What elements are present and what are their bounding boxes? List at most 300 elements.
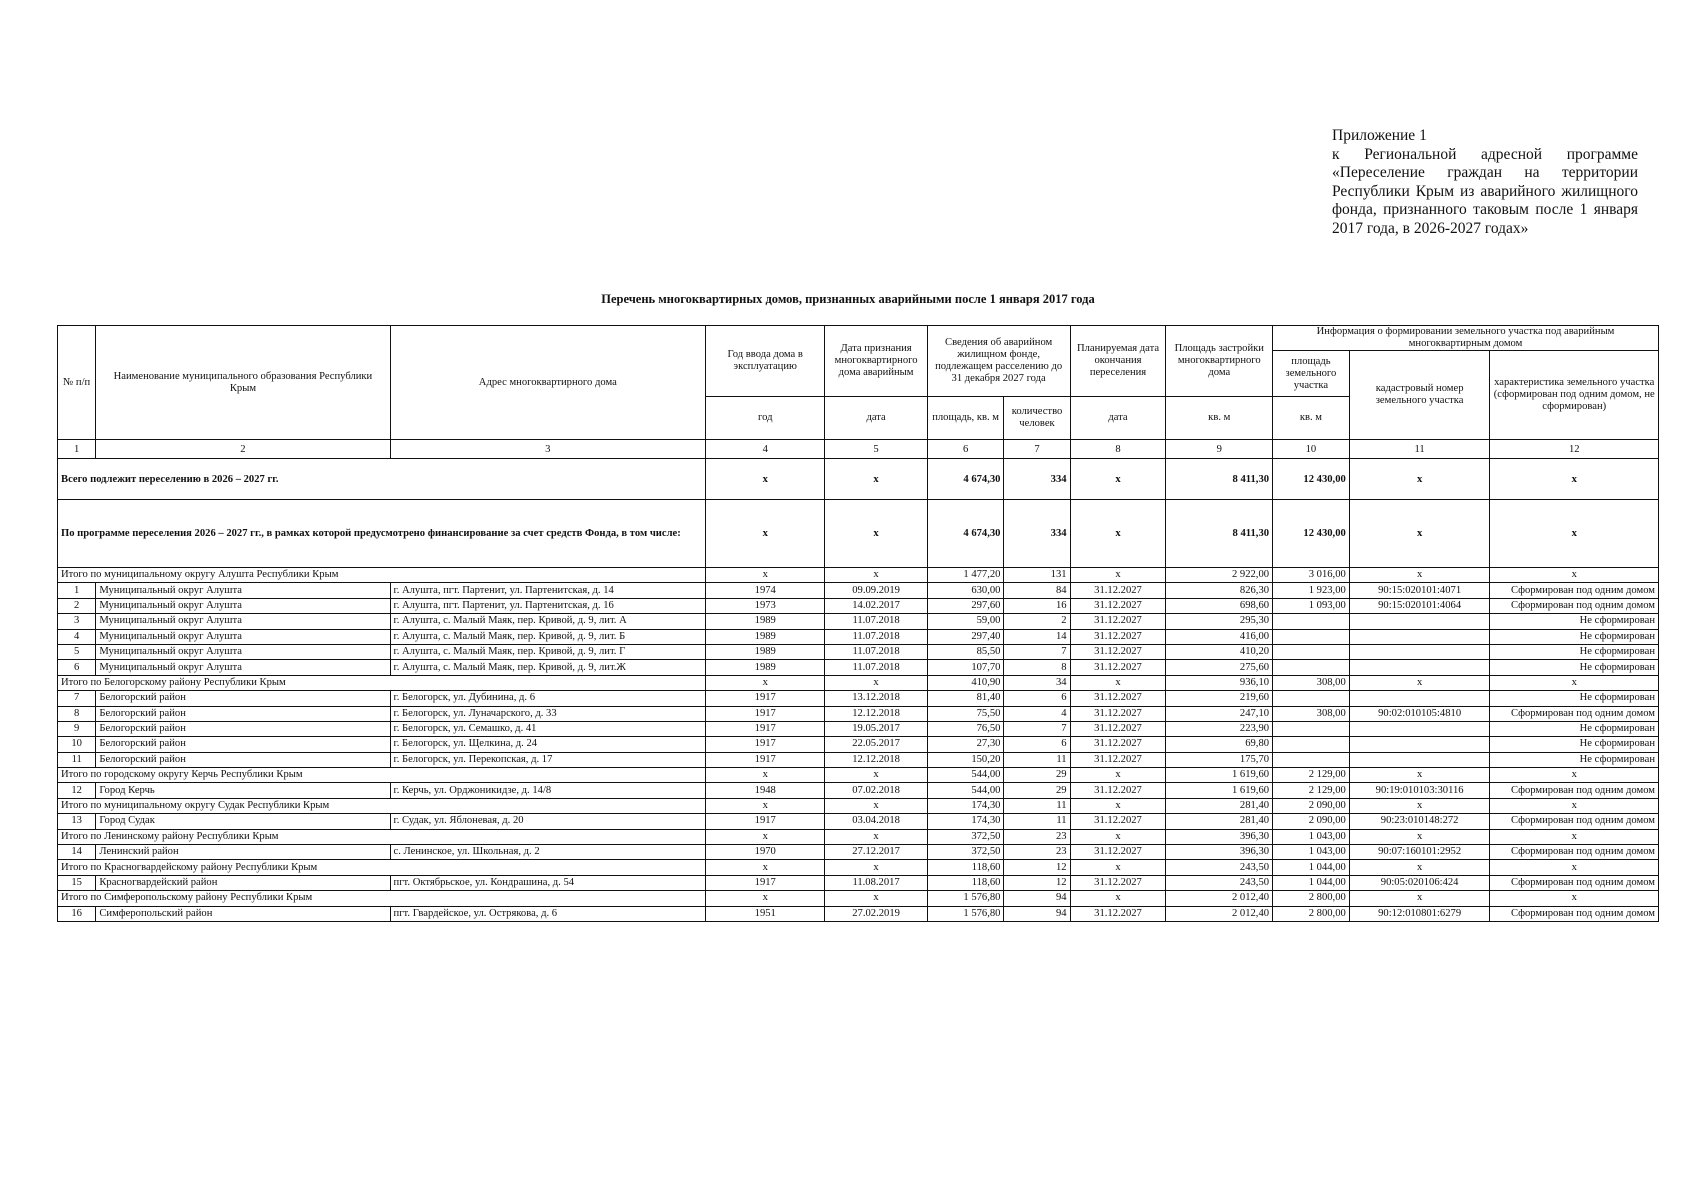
recognition-date-cell: 13.12.2018 xyxy=(825,691,927,706)
address-cell: г. Алушта, с. Малый Маяк, пер. Кривой, д. 9, лит. Г xyxy=(390,644,706,659)
year-cell: 1917 xyxy=(706,814,825,829)
year-cell: x xyxy=(706,891,825,906)
land-char-cell: Не сформирован xyxy=(1490,614,1659,629)
planned-date-cell: 31.12.2027 xyxy=(1070,706,1166,721)
row-number: 5 xyxy=(58,644,96,659)
land-char-cell: x xyxy=(1490,568,1659,583)
address-cell: с. Ленинское, ул. Школьная, д. 2 xyxy=(390,845,706,860)
address-cell: г. Алушта, с. Малый Маяк, пер. Кривой, д. 9, лит.Ж xyxy=(390,660,706,675)
recognition-date-cell: 11.07.2018 xyxy=(825,660,927,675)
land-char-cell: Не сформирован xyxy=(1490,737,1659,752)
year-cell: 1948 xyxy=(706,783,825,798)
recognition-date-cell: 12.12.2018 xyxy=(825,752,927,767)
people-cell: 6 xyxy=(1004,691,1070,706)
address-cell: г. Судак, ул. Яблоневая, д. 20 xyxy=(390,814,706,829)
planned-date-cell: 31.12.2027 xyxy=(1070,814,1166,829)
total-program-build-area: 8 411,30 xyxy=(1166,500,1273,568)
subtotal-row xyxy=(58,768,1659,783)
recognition-date-cell: 12.12.2018 xyxy=(825,706,927,721)
cadastral-cell xyxy=(1349,644,1490,659)
total-program-planned: x xyxy=(1070,500,1166,568)
area-cell: 297,40 xyxy=(927,629,1004,644)
build-area-cell: 281,40 xyxy=(1166,814,1273,829)
planned-date-cell: 31.12.2027 xyxy=(1070,583,1166,598)
recognition-date-cell: 19.05.2017 xyxy=(825,721,927,736)
area-cell: 107,70 xyxy=(927,660,1004,675)
year-cell: 1974 xyxy=(706,583,825,598)
municipality-cell: Белогорский район xyxy=(96,752,390,767)
area-cell: 544,00 xyxy=(927,768,1004,783)
total-program-row xyxy=(58,500,1659,568)
year-cell: 1917 xyxy=(706,691,825,706)
land-area-cell: 308,00 xyxy=(1273,675,1350,690)
planned-date-cell: 31.12.2027 xyxy=(1070,845,1166,860)
row-number: 1 xyxy=(58,583,96,598)
recognition-date-cell: x xyxy=(825,675,927,690)
people-cell: 6 xyxy=(1004,737,1070,752)
cadastral-cell xyxy=(1349,691,1490,706)
appendix-heading: Приложение 1 xyxy=(1332,127,1427,144)
area-cell: 174,30 xyxy=(927,814,1004,829)
year-cell: x xyxy=(706,798,825,813)
row-number: 6 xyxy=(58,660,96,675)
column-numbers-row xyxy=(58,440,1659,459)
municipality-cell: Красногвардейский район xyxy=(96,875,390,890)
build-area-cell: 410,20 xyxy=(1166,644,1273,659)
table-header xyxy=(58,326,1659,440)
cadastral-cell xyxy=(1349,737,1490,752)
address-cell: г. Алушта, с. Малый Маяк, пер. Кривой, д. 9, лит. А xyxy=(390,614,706,629)
planned-date-cell: x xyxy=(1070,860,1166,875)
build-area-cell: 281,40 xyxy=(1166,798,1273,813)
area-cell: 297,60 xyxy=(927,598,1004,613)
recognition-date-cell: x xyxy=(825,568,927,583)
cadastral-cell: 90:15:020101:4064 xyxy=(1349,598,1490,613)
header-land-char: характеристика земельного участка (сформирован под одним домом, не сформирован) xyxy=(1490,351,1659,440)
year-cell: 1917 xyxy=(706,875,825,890)
planned-date-cell: 31.12.2027 xyxy=(1070,783,1166,798)
col-number: 11 xyxy=(1349,440,1490,459)
year-cell: 1989 xyxy=(706,614,825,629)
land-area-cell: 1 923,00 xyxy=(1273,583,1350,598)
row-number: 16 xyxy=(58,906,96,921)
total-all-year: x xyxy=(706,459,825,500)
table-row xyxy=(58,737,1659,752)
year-cell: 1917 xyxy=(706,706,825,721)
planned-date-cell: 31.12.2027 xyxy=(1070,629,1166,644)
table-row xyxy=(58,691,1659,706)
build-area-cell: 243,50 xyxy=(1166,875,1273,890)
recognition-date-cell: 27.02.2019 xyxy=(825,906,927,921)
subtotal-label: Итого по Симферопольскому району Республики Крым xyxy=(58,891,706,906)
cadastral-cell: x xyxy=(1349,829,1490,844)
build-area-cell: 2 922,00 xyxy=(1166,568,1273,583)
people-cell: 131 xyxy=(1004,568,1070,583)
land-area-cell: 2 090,00 xyxy=(1273,798,1350,813)
recognition-date-cell: 14.02.2017 xyxy=(825,598,927,613)
subtotal-label: Итого по муниципальному округу Алушта Республики Крым xyxy=(58,568,706,583)
subtotal-row xyxy=(58,568,1659,583)
build-area-cell: 219,60 xyxy=(1166,691,1273,706)
year-cell: x xyxy=(706,568,825,583)
table-row xyxy=(58,875,1659,890)
cadastral-cell xyxy=(1349,660,1490,675)
land-char-cell: Не сформирован xyxy=(1490,644,1659,659)
total-program-date: x xyxy=(825,500,927,568)
land-char-cell: Сформирован под одним домом xyxy=(1490,706,1659,721)
build-area-cell: 936,10 xyxy=(1166,675,1273,690)
people-cell: 12 xyxy=(1004,860,1070,875)
total-all-land-char: x xyxy=(1490,459,1659,500)
subtotal-label: Итого по городскому округу Керчь Республики Крым xyxy=(58,768,706,783)
planned-date-cell: 31.12.2027 xyxy=(1070,691,1166,706)
cadastral-cell: x xyxy=(1349,768,1490,783)
cadastral-cell: 90:02:010105:4810 xyxy=(1349,706,1490,721)
people-cell: 14 xyxy=(1004,629,1070,644)
recognition-date-cell: 07.02.2018 xyxy=(825,783,927,798)
col-number: 10 xyxy=(1273,440,1350,459)
area-cell: 1 576,80 xyxy=(927,906,1004,921)
land-char-cell: Не сформирован xyxy=(1490,660,1659,675)
build-area-cell: 396,30 xyxy=(1166,829,1273,844)
people-cell: 11 xyxy=(1004,798,1070,813)
total-all-build-area: 8 411,30 xyxy=(1166,459,1273,500)
subtotal-label: Итого по муниципальному округу Судак Республики Крым xyxy=(58,798,706,813)
header-year: Год ввода дома в эксплуатацию xyxy=(706,326,825,397)
land-area-cell: 2 129,00 xyxy=(1273,783,1350,798)
area-cell: 118,60 xyxy=(927,860,1004,875)
municipality-cell: Муниципальный округ Алушта xyxy=(96,598,390,613)
row-number: 13 xyxy=(58,814,96,829)
build-area-cell: 1 619,60 xyxy=(1166,783,1273,798)
land-area-cell: 3 016,00 xyxy=(1273,568,1350,583)
address-cell: г. Алушта, с. Малый Маяк, пер. Кривой, д. 9, лит. Б xyxy=(390,629,706,644)
col-number: 1 xyxy=(58,440,96,459)
land-area-cell xyxy=(1273,721,1350,736)
year-cell: 1917 xyxy=(706,721,825,736)
table-row xyxy=(58,783,1659,798)
build-area-cell: 826,30 xyxy=(1166,583,1273,598)
area-cell: 410,90 xyxy=(927,675,1004,690)
planned-date-cell: x xyxy=(1070,891,1166,906)
land-char-cell: x xyxy=(1490,860,1659,875)
header-recognition-date: Дата признания многоквартирного дома аварийным xyxy=(825,326,927,397)
table-row xyxy=(58,598,1659,613)
area-cell: 118,60 xyxy=(927,875,1004,890)
table-row xyxy=(58,660,1659,675)
year-cell: 1973 xyxy=(706,598,825,613)
planned-date-cell: 31.12.2027 xyxy=(1070,906,1166,921)
year-cell: 1917 xyxy=(706,752,825,767)
land-char-cell: Сформирован под одним домом xyxy=(1490,875,1659,890)
year-cell: 1989 xyxy=(706,629,825,644)
land-char-cell: x xyxy=(1490,798,1659,813)
municipality-cell: Муниципальный округ Алушта xyxy=(96,644,390,659)
land-area-cell: 2 800,00 xyxy=(1273,906,1350,921)
build-area-cell: 416,00 xyxy=(1166,629,1273,644)
table-row xyxy=(58,706,1659,721)
area-cell: 75,50 xyxy=(927,706,1004,721)
total-all-cadastral: x xyxy=(1349,459,1490,500)
build-area-cell: 223,90 xyxy=(1166,721,1273,736)
header-build-area: Площадь застройки многоквартирного дома xyxy=(1166,326,1273,397)
land-char-cell: Сформирован под одним домом xyxy=(1490,583,1659,598)
unit-land-sqm: кв. м xyxy=(1273,397,1350,440)
land-char-cell: Сформирован под одним домом xyxy=(1490,783,1659,798)
subtotal-label: Итого по Красногвардейскому району Республики Крым xyxy=(58,860,706,875)
area-cell: 85,50 xyxy=(927,644,1004,659)
municipality-cell: Город Судак xyxy=(96,814,390,829)
table-row xyxy=(58,845,1659,860)
people-cell: 12 xyxy=(1004,875,1070,890)
total-all-row xyxy=(58,459,1659,500)
land-char-cell: Не сформирован xyxy=(1490,721,1659,736)
municipality-cell: Белогорский район xyxy=(96,737,390,752)
total-all-people: 334 xyxy=(1004,459,1070,500)
land-char-cell: Сформирован под одним домом xyxy=(1490,906,1659,921)
land-area-cell xyxy=(1273,691,1350,706)
municipality-cell: Белогорский район xyxy=(96,691,390,706)
recognition-date-cell: 11.07.2018 xyxy=(825,614,927,629)
land-char-cell: Сформирован под одним домом xyxy=(1490,845,1659,860)
table-row xyxy=(58,629,1659,644)
people-cell: 29 xyxy=(1004,783,1070,798)
cadastral-cell: 90:12:010801:6279 xyxy=(1349,906,1490,921)
total-all-date: x xyxy=(825,459,927,500)
area-cell: 76,50 xyxy=(927,721,1004,736)
land-area-cell xyxy=(1273,752,1350,767)
recognition-date-cell: 11.08.2017 xyxy=(825,875,927,890)
planned-date-cell: 31.12.2027 xyxy=(1070,614,1166,629)
total-all-land-area: 12 430,00 xyxy=(1273,459,1350,500)
land-area-cell xyxy=(1273,614,1350,629)
address-cell: г. Белогорск, ул. Луначарского, д. 33 xyxy=(390,706,706,721)
build-area-cell: 1 619,60 xyxy=(1166,768,1273,783)
land-char-cell: Не сформирован xyxy=(1490,752,1659,767)
area-cell: 27,30 xyxy=(927,737,1004,752)
subtotal-row xyxy=(58,860,1659,875)
cadastral-cell: x xyxy=(1349,675,1490,690)
year-cell: 1917 xyxy=(706,737,825,752)
cadastral-cell: 90:15:020101:4071 xyxy=(1349,583,1490,598)
land-char-cell: Не сформирован xyxy=(1490,629,1659,644)
municipality-cell: Симферопольский район xyxy=(96,906,390,921)
planned-date-cell: x xyxy=(1070,829,1166,844)
total-all-planned: x xyxy=(1070,459,1166,500)
year-cell: 1970 xyxy=(706,845,825,860)
people-cell: 16 xyxy=(1004,598,1070,613)
land-char-cell: x xyxy=(1490,891,1659,906)
address-cell: г. Белогорск, ул. Щелкина, д. 24 xyxy=(390,737,706,752)
total-program-land-area: 12 430,00 xyxy=(1273,500,1350,568)
build-area-cell: 69,80 xyxy=(1166,737,1273,752)
planned-date-cell: 31.12.2027 xyxy=(1070,875,1166,890)
cadastral-cell: 90:19:010103:30116 xyxy=(1349,783,1490,798)
municipality-cell: Муниципальный округ Алушта xyxy=(96,583,390,598)
total-program-cadastral: x xyxy=(1349,500,1490,568)
subtotal-label: Итого по Белогорскому району Республики Крым xyxy=(58,675,706,690)
build-area-cell: 698,60 xyxy=(1166,598,1273,613)
header-land-area: площадь земельного участка xyxy=(1273,351,1350,397)
col-number: 6 xyxy=(927,440,1004,459)
appendix-note xyxy=(1332,127,1638,239)
area-cell: 372,50 xyxy=(927,845,1004,860)
area-cell: 372,50 xyxy=(927,829,1004,844)
subtotal-label: Итого по Ленинскому району Республики Крым xyxy=(58,829,706,844)
recognition-date-cell: 03.04.2018 xyxy=(825,814,927,829)
year-cell: x xyxy=(706,768,825,783)
table-row xyxy=(58,814,1659,829)
planned-date-cell: 31.12.2027 xyxy=(1070,644,1166,659)
recognition-date-cell: 11.07.2018 xyxy=(825,629,927,644)
planned-date-cell: 31.12.2027 xyxy=(1070,737,1166,752)
recognition-date-cell: x xyxy=(825,768,927,783)
recognition-date-cell: x xyxy=(825,860,927,875)
land-area-cell xyxy=(1273,737,1350,752)
address-cell: г. Белогорск, ул. Дубинина, д. 6 xyxy=(390,691,706,706)
year-cell: x xyxy=(706,675,825,690)
col-number: 2 xyxy=(96,440,390,459)
table-row xyxy=(58,752,1659,767)
unit-build-sqm: кв. м xyxy=(1166,397,1273,440)
people-cell: 94 xyxy=(1004,906,1070,921)
cadastral-cell: x xyxy=(1349,798,1490,813)
col-number: 9 xyxy=(1166,440,1273,459)
municipality-cell: Город Керчь xyxy=(96,783,390,798)
cadastral-cell xyxy=(1349,721,1490,736)
land-area-cell: 1 093,00 xyxy=(1273,598,1350,613)
land-char-cell: x xyxy=(1490,768,1659,783)
cadastral-cell: 90:23:010148:272 xyxy=(1349,814,1490,829)
recognition-date-cell: x xyxy=(825,829,927,844)
area-cell: 544,00 xyxy=(927,783,1004,798)
build-area-cell: 175,70 xyxy=(1166,752,1273,767)
total-program-people: 334 xyxy=(1004,500,1070,568)
municipality-cell: Ленинский район xyxy=(96,845,390,860)
unit-people: количество человек xyxy=(1004,397,1070,440)
unit-date: дата xyxy=(825,397,927,440)
people-cell: 8 xyxy=(1004,660,1070,675)
total-program-year: x xyxy=(706,500,825,568)
table-row xyxy=(58,614,1659,629)
build-area-cell: 295,30 xyxy=(1166,614,1273,629)
build-area-cell: 2 012,40 xyxy=(1166,906,1273,921)
build-area-cell: 243,50 xyxy=(1166,860,1273,875)
planned-date-cell: 31.12.2027 xyxy=(1070,721,1166,736)
unit-planned-date: дата xyxy=(1070,397,1166,440)
table-row xyxy=(58,906,1659,921)
planned-date-cell: x xyxy=(1070,675,1166,690)
land-area-cell: 1 044,00 xyxy=(1273,875,1350,890)
total-program-label: По программе переселения 2026 – 2027 гг., в рамках которой предусмотрено финансирование за счет средств Фонда, в том числе: xyxy=(58,500,706,568)
municipality-cell: Муниципальный округ Алушта xyxy=(96,660,390,675)
land-area-cell xyxy=(1273,644,1350,659)
subtotal-row xyxy=(58,891,1659,906)
row-number: 4 xyxy=(58,629,96,644)
table-row xyxy=(58,721,1659,736)
appendix-body: к Региональной адресной программе «Переселение граждан на территории Республики Крым из аварийного жилищного фонда, признанного таковым после 1 января 2017 года, в 2026-2027 годах» xyxy=(1332,145,1638,237)
land-area-cell: 1 044,00 xyxy=(1273,860,1350,875)
land-area-cell: 2 090,00 xyxy=(1273,814,1350,829)
total-program-area: 4 674,30 xyxy=(927,500,1004,568)
col-number: 4 xyxy=(706,440,825,459)
subtotal-row xyxy=(58,675,1659,690)
document-title: Перечень многоквартирных домов, признанных аварийными после 1 января 2017 года xyxy=(601,292,1095,306)
area-cell: 1 477,20 xyxy=(927,568,1004,583)
col-number: 3 xyxy=(390,440,706,459)
land-area-cell: 2 129,00 xyxy=(1273,768,1350,783)
col-number: 5 xyxy=(825,440,927,459)
row-number: 10 xyxy=(58,737,96,752)
row-number: 11 xyxy=(58,752,96,767)
table-body xyxy=(58,440,1659,922)
address-cell: г. Керчь, ул. Орджоникидзе, д. 14/8 xyxy=(390,783,706,798)
address-cell: пгт. Октябрьское, ул. Кондрашина, д. 54 xyxy=(390,875,706,890)
planned-date-cell: 31.12.2027 xyxy=(1070,598,1166,613)
recognition-date-cell: 11.07.2018 xyxy=(825,644,927,659)
cadastral-cell xyxy=(1349,614,1490,629)
address-cell: г. Алушта, пгт. Партенит, ул. Партенитская, д. 14 xyxy=(390,583,706,598)
col-number: 12 xyxy=(1490,440,1659,459)
year-cell: x xyxy=(706,860,825,875)
people-cell: 29 xyxy=(1004,768,1070,783)
planned-date-cell: x xyxy=(1070,798,1166,813)
row-number: 2 xyxy=(58,598,96,613)
table-row xyxy=(58,644,1659,659)
col-number: 8 xyxy=(1070,440,1166,459)
cadastral-cell: x xyxy=(1349,568,1490,583)
recognition-date-cell: x xyxy=(825,891,927,906)
header-address: Адрес многоквартирного дома xyxy=(390,326,706,440)
unit-year: год xyxy=(706,397,825,440)
subtotal-row xyxy=(58,829,1659,844)
year-cell: 1989 xyxy=(706,660,825,675)
address-cell: г. Белогорск, ул. Перекопская, д. 17 xyxy=(390,752,706,767)
land-area-cell xyxy=(1273,629,1350,644)
row-number: 3 xyxy=(58,614,96,629)
land-char-cell: Сформирован под одним домом xyxy=(1490,598,1659,613)
row-number: 9 xyxy=(58,721,96,736)
header-municipality: Наименование муниципального образования Республики Крым xyxy=(96,326,390,440)
people-cell: 7 xyxy=(1004,721,1070,736)
recognition-date-cell: x xyxy=(825,798,927,813)
build-area-cell: 275,60 xyxy=(1166,660,1273,675)
row-number: 12 xyxy=(58,783,96,798)
municipality-cell: Белогорский район xyxy=(96,721,390,736)
cadastral-cell xyxy=(1349,752,1490,767)
total-all-label: Всего подлежит переселению в 2026 – 2027 гг. xyxy=(58,459,706,500)
header-emergency-info: Сведения об аварийном жилищном фонде, подлежащем расселению до 31 декабря 2027 года xyxy=(927,326,1070,397)
people-cell: 84 xyxy=(1004,583,1070,598)
land-char-cell: x xyxy=(1490,829,1659,844)
land-char-cell: Не сформирован xyxy=(1490,691,1659,706)
planned-date-cell: 31.12.2027 xyxy=(1070,752,1166,767)
land-area-cell: 1 043,00 xyxy=(1273,845,1350,860)
municipality-cell: Муниципальный округ Алушта xyxy=(96,614,390,629)
table-row xyxy=(58,583,1659,598)
area-cell: 59,00 xyxy=(927,614,1004,629)
people-cell: 34 xyxy=(1004,675,1070,690)
cadastral-cell: 90:07:160101:2952 xyxy=(1349,845,1490,860)
planned-date-cell: x xyxy=(1070,568,1166,583)
area-cell: 174,30 xyxy=(927,798,1004,813)
cadastral-cell: 90:05:020106:424 xyxy=(1349,875,1490,890)
land-area-cell: 1 043,00 xyxy=(1273,829,1350,844)
people-cell: 11 xyxy=(1004,814,1070,829)
municipality-cell: Белогорский район xyxy=(96,706,390,721)
area-cell: 1 576,80 xyxy=(927,891,1004,906)
row-number: 7 xyxy=(58,691,96,706)
